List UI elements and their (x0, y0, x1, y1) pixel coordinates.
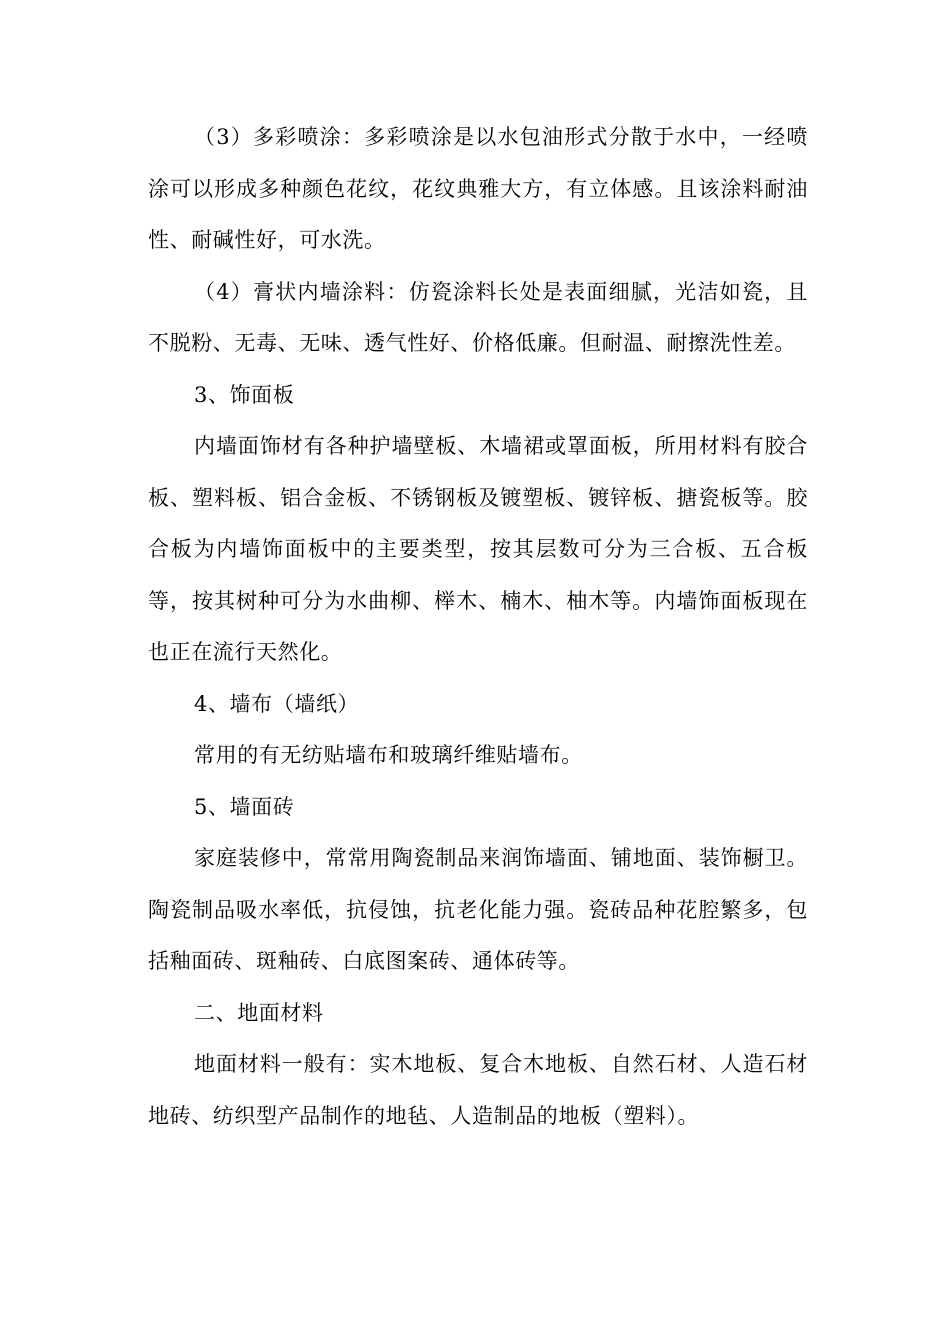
paragraph-wall-tiles: 家庭装修中，常常用陶瓷制品来润饰墙面、铺地面、装饰橱卫。陶瓷制品吸水率低，抗侵蚀，抗老化能力强。瓷砖品种花腔繁多，包括釉面砖、斑釉砖、白底图案砖、通体砖等。 (148, 846, 808, 973)
document-body (148, 112, 808, 1142)
paragraph-floor-materials: 地面材料一般有：实木地板、复合木地板、自然石材、人造石材地砖、纺织型产品制作的地毡、人造制品的地板（塑料）。 (148, 1052, 808, 1128)
section-heading-wall-tiles: 5、墙面砖 (194, 794, 295, 819)
section-heading-wall-cloth: 4、墙布（墙纸） (194, 691, 360, 716)
paragraph-veneer-panels: 内墙面饰材有各种护墙壁板、木墙裙或罩面板，所用材料有胶合板、塑料板、铝合金板、不锈钢板及镀塑板、镀锌板、搪瓷板等。胶合板为内墙饰面板中的主要类型，按其层数可分为三合板、五合板等，按其树种可分为水曲柳、榉木、楠木、柚木等。内墙饰面板现在也正在流行天然化。 (148, 434, 808, 664)
section-heading-floor-materials: 二、地面材料 (194, 1000, 324, 1025)
paragraph-paste-interior-coating: （4）膏状内墙涂料：仿瓷涂料长处是表面细腻，光洁如瓷，且不脱粉、无毒、无味、透气性好、价格低廉。但耐温、耐擦洗性差。 (148, 279, 808, 355)
paragraph-wall-cloth: 常用的有无纺贴墙布和玻璃纤维贴墙布。 (194, 743, 583, 767)
paragraph-multicolor-spray-coating: （3）多彩喷涂：多彩喷涂是以水包油形式分散于水中，一经喷涂可以形成多种颜色花纹，花纹典雅大方，有立体感。且该涂料耐油性、耐碱性好，可水洗。 (148, 125, 808, 252)
section-heading-veneer-panels: 3、饰面板 (194, 382, 295, 407)
